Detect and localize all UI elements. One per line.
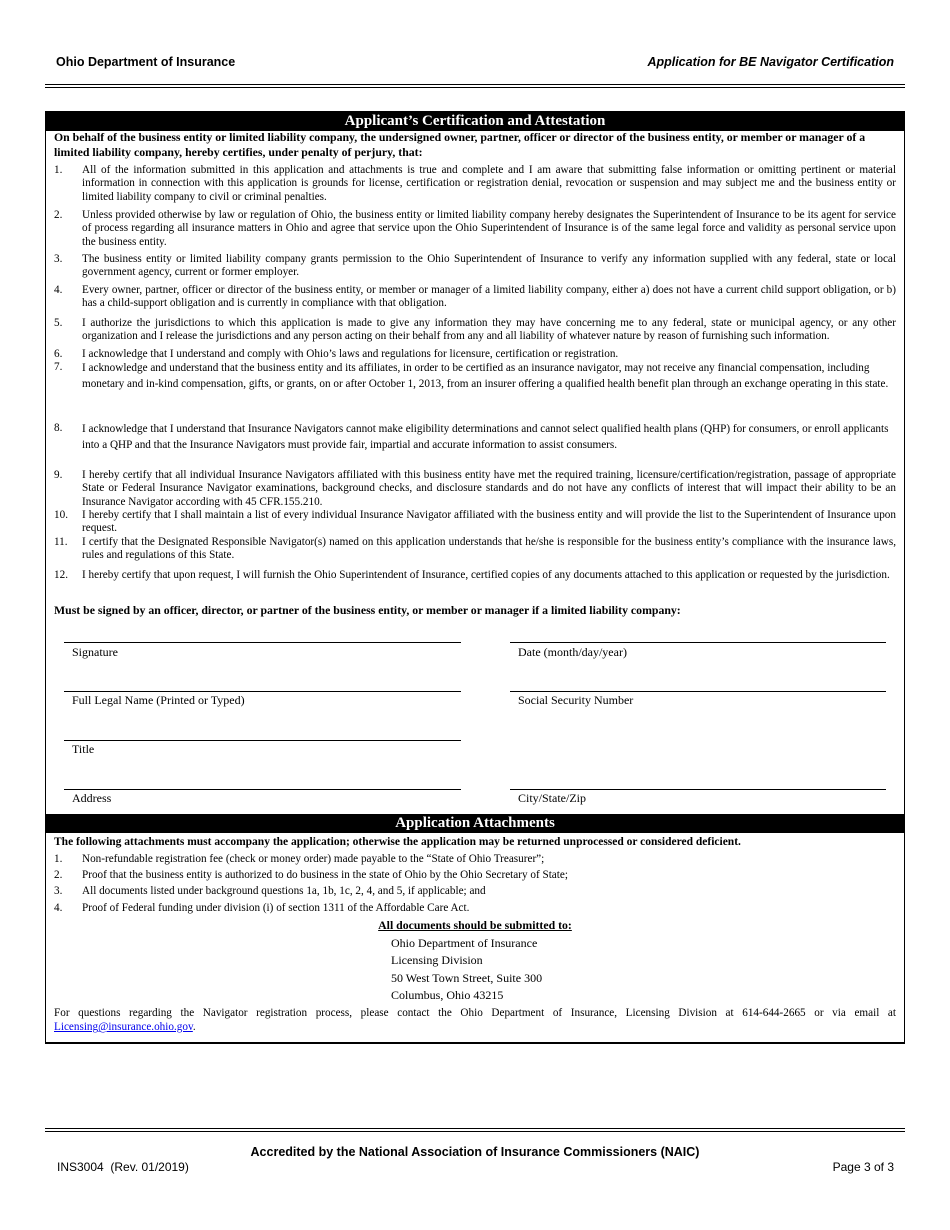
item-number: 6. [54,348,63,360]
item-text: I certify that the Designated Responsible Navigator(s) named on this application understands that he/she is responsible for the business entity’s compliance with the insurance laws, rules and regulations of this State. [82,536,896,562]
list-item [54,164,896,204]
contact-text: For questions regarding the Navigator registration process, please contact the Ohio Department of Insurance, Licensing Division at 614-644-2665 or via email at [54,1007,896,1019]
list-item [54,509,896,536]
title-label: Title [72,742,95,756]
full-name-line[interactable] [64,691,461,692]
ssn-label: Social Security Number [518,693,634,707]
full-name-label: Full Legal Name (Printed or Typed) [72,693,245,707]
list-item [54,422,896,453]
city-state-zip-label: City/State/Zip [518,791,586,805]
list-item [54,348,896,361]
item-text: Unless provided otherwise by law or regulation of Ohio, the business entity or limited liability company hereby designates the Superintendent of Insurance to be its agent for service of process regarding all insurance matters in Ohio and agree that service upon the Ohio Superintendent of Insurance is of the same legal force and validity as personal service upon the business entity. [82,209,896,248]
list-item [54,853,896,866]
list-item [54,253,896,280]
item-number: 7. [54,361,63,373]
item-text: I acknowledge that I understand that Insurance Navigators cannot make eligibility determinations and cannot select qualified health plans (QHP) for consumers, or enroll applicants into a QHP and that the Insurance Navigators must provide fair, impartial and accurate information to assist consumers. [82,423,889,451]
item-number: 9. [54,469,63,481]
address-line-4: Columbus, Ohio 43215 [391,988,504,1002]
item-text: I hereby certify that upon request, I will furnish the Ohio Superintendent of Insurance, certified copies of any documents attached to this application or requested by the jurisdiction. [82,569,890,581]
signature-label: Signature [72,645,118,659]
certification-heading: Applicant’s Certification and Attestation [46,112,904,131]
item-number: 12. [54,569,68,581]
item-text: I acknowledge and understand that the business entity and its affiliates, in order to be certified as an insurance navigator, may not receive any financial compensation, including monetary and in-kind compensation, gifts, or grants, on or after October 1, 2013, from an insurer offering a qualified health benefit plan through an exchange operating in this state. [82,362,889,390]
item-number: 10. [54,509,68,521]
item-number: 4. [54,284,63,296]
list-item [54,536,896,563]
item-number: 2. [54,209,63,221]
list-item [54,361,896,392]
list-item [54,869,896,882]
signature-line[interactable] [64,642,461,643]
attachments-heading: Application Attachments [46,814,904,833]
item-number: 1. [54,164,63,176]
date-line[interactable] [510,642,886,643]
item-number: 11. [54,536,68,548]
list-item [54,885,896,898]
item-text: All documents listed under background questions 1a, 1b, 1c, 2, 4, and 5, if applicable; and [82,885,486,897]
item-text: I acknowledge that I understand and comply with Ohio’s laws and regulations for licensure, certification or registration. [82,348,619,360]
list-item [54,284,896,311]
form-frame [45,111,905,1044]
submission-heading: All documents should be submitted to: [378,918,572,932]
address-line-2: Licensing Division [391,953,483,967]
accreditation-note: Accredited by the National Association of Insurance Commissioners (NAIC) [250,1145,700,1159]
footer-divider [45,1128,905,1132]
item-text: The business entity or limited liability company grants permission to the Ohio Superintendent of Insurance to verify any information supplied with any federal, state or local government agency, current or former employer. [82,253,896,279]
contact-email-link[interactable]: Licensing@insurance.ohio.gov [54,1021,193,1033]
item-number: 3. [54,253,63,265]
attachments-intro: The following attachments must accompany the application; otherwise the application may be returned unprocessed or considered deficient. [54,836,741,848]
address-line[interactable] [64,789,461,790]
list-item [54,902,896,915]
item-number: 5. [54,317,63,329]
item-text: Every owner, partner, officer or director of the business entity, or member or manager of a limited liability company, either a) does not have a current child support obligation, or b) has a child-support obligation and is currently in compliance with that obligation. [82,284,896,310]
date-label: Date (month/day/year) [518,645,627,659]
address-line-1: Ohio Department of Insurance [391,936,538,950]
item-text: All of the information submitted in this application and attachments is true and complete and I am aware that submitting false information or omitting pertinent or material information in connection with this application is grounds for license, certification or registration denial, revocation or suspension and may subject me and the business entity or limited liability company to civil or criminal penalties. [82,164,896,203]
signature-requirement-note: Must be signed by an officer, director, or partner of the business entity, or member or manager if a limited liability company: [54,603,681,617]
item-text: Non-refundable registration fee (check or money order) made payable to the “State of Ohio Treasurer”; [82,853,545,865]
list-item [54,317,896,344]
list-item [54,469,896,509]
agency-name: Ohio Department of Insurance [56,55,236,69]
title-line[interactable] [64,740,461,741]
item-number: 4. [54,902,63,914]
item-number: 8. [54,422,63,434]
page-number: Page 3 of 3 [832,1160,894,1174]
form-title: Application for BE Navigator Certification [647,55,894,69]
item-number: 2. [54,869,63,881]
list-item [54,209,896,249]
item-number: 3. [54,885,63,897]
item-text: Proof that the business entity is authorized to do business in the state of Ohio by the Ohio Secretary of State; [82,869,568,881]
item-text: I hereby certify that I shall maintain a list of every individual Insurance Navigator affiliated with the business entity and will provide the list to the Superintendent of Insurance upon request. [82,509,896,535]
city-state-zip-line[interactable] [510,789,886,790]
certification-intro: On behalf of the business entity or limited liability company, the undersigned owner, partner, officer or director of the business entity, or member or manager of a limited liability company, hereby certifies, under penalty of perjury, that: [54,130,866,159]
address-label: Address [72,791,112,805]
address-line-3: 50 West Town Street, Suite 300 [391,971,543,985]
ssn-line[interactable] [510,691,886,692]
list-item [54,569,896,582]
contact-paragraph [54,1006,896,1034]
item-number: 1. [54,853,63,865]
header-divider [45,84,905,88]
item-text: Proof of Federal funding under division (i) of section 1311 of the Affordable Care Act. [82,902,470,914]
item-text: I authorize the jurisdictions to which this application is made to give any information they may have concerning me to any federal, state or municipal agency, or any other organization and I release the jurisdictions and any person acting on their behalf from any and all liability of whatever nature by reason of furnishing such information. [82,317,896,343]
contact-end: . [192,1021,196,1033]
item-text: I hereby certify that all individual Insurance Navigators affiliated with this business entity have met the required training, licensure/certification/registration, passage of appropriate State or Federal Insurance Navigator examinations, background checks, and disclosure standards and do not have any conflicts of interest that will impact their ability to be an Insurance Navigator according with 45 CFR.155.210. [82,469,896,508]
form-number: INS3004 (Rev. 01/2019) [57,1160,189,1174]
